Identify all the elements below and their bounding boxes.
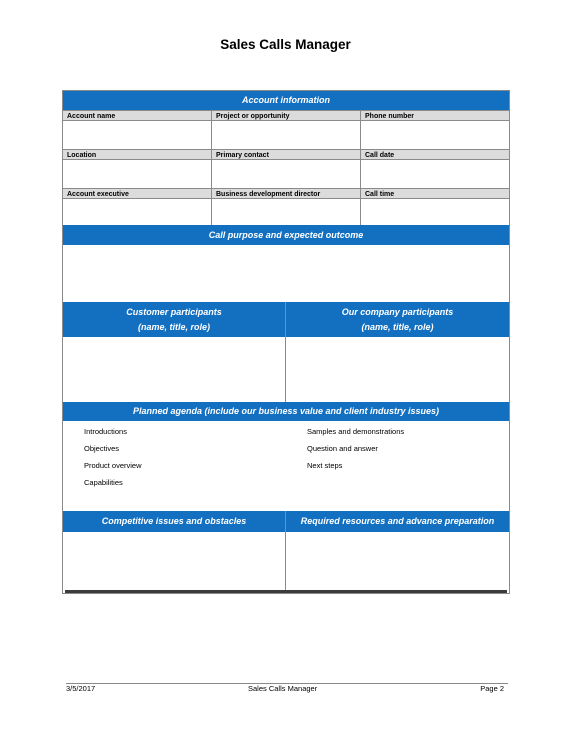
primary-contact-field[interactable]: [212, 160, 360, 188]
competitive-issues-header: Competitive issues and obstacles: [63, 511, 286, 532]
document-title: Sales Calls Manager: [220, 37, 351, 52]
account-name-label: Account name: [63, 110, 211, 121]
issues-fields: [63, 532, 509, 593]
agenda-item: Samples and demonstrations: [307, 427, 405, 436]
our-participants-header: [286, 302, 509, 337]
required-resources-header: Required resources and advance preparation: [286, 511, 509, 532]
primary-contact-label: Primary contact: [212, 149, 360, 160]
customer-participants-header: [63, 302, 286, 337]
project-field[interactable]: [212, 121, 360, 149]
field-row-3: [63, 188, 509, 225]
bd-director-label: Business development director: [212, 188, 360, 199]
agenda-item: Capabilities: [84, 478, 123, 487]
customer-participants-subtitle: (name, title, role): [137, 322, 210, 332]
bd-director-field[interactable]: [212, 199, 360, 225]
our-participants-field[interactable]: [286, 337, 509, 402]
field-row-2: [63, 149, 509, 188]
call-time-label: Call time: [361, 188, 509, 199]
account-executive-label: Account executive: [63, 188, 211, 199]
agenda-item: Question and answer: [307, 444, 378, 453]
sales-call-form: [62, 90, 510, 594]
account-name-field[interactable]: [63, 121, 211, 149]
agenda-item: Objectives: [84, 444, 120, 453]
required-resources-field[interactable]: [286, 532, 509, 593]
our-participants-subtitle: (name, title, role): [361, 322, 434, 332]
agenda-item: Next steps: [307, 461, 343, 470]
issues-headers: [63, 511, 509, 532]
agenda-right-column: [307, 427, 404, 478]
bottom-rule: [65, 590, 507, 593]
account-executive-field[interactable]: [63, 199, 211, 225]
competitive-issues-field[interactable]: [63, 532, 286, 593]
call-purpose-header: Call purpose and expected outcome: [63, 225, 509, 245]
agenda-list: [63, 421, 509, 511]
call-date-label: Call date: [361, 149, 509, 160]
account-information-header: Account information: [63, 91, 509, 110]
agenda-left-column: [84, 427, 142, 495]
phone-number-field[interactable]: [361, 121, 509, 149]
location-label: Location: [63, 149, 211, 160]
customer-participants-title: Customer participants: [126, 307, 222, 317]
planned-agenda-header: Planned agenda (include our business value and client industry issues): [63, 402, 509, 421]
call-date-field[interactable]: [361, 160, 509, 188]
footer-date: 3/5/2017: [66, 684, 96, 693]
project-label: Project or opportunity: [212, 110, 360, 121]
customer-participants-field[interactable]: [63, 337, 286, 402]
location-field[interactable]: [63, 160, 211, 188]
participants-fields: [63, 337, 509, 402]
footer-page-number: Page 2: [480, 684, 504, 693]
phone-number-label: Phone number: [361, 110, 509, 121]
agenda-item: Introductions: [84, 427, 127, 436]
our-participants-title: Our company participants: [341, 307, 454, 317]
field-row-1: [63, 110, 509, 149]
footer-title: Sales Calls Manager: [248, 684, 318, 693]
agenda-item: Product overview: [84, 461, 142, 470]
participants-headers: [63, 302, 509, 337]
page-footer: [66, 683, 508, 698]
call-time-field[interactable]: [361, 199, 509, 225]
call-purpose-field[interactable]: [63, 245, 509, 302]
